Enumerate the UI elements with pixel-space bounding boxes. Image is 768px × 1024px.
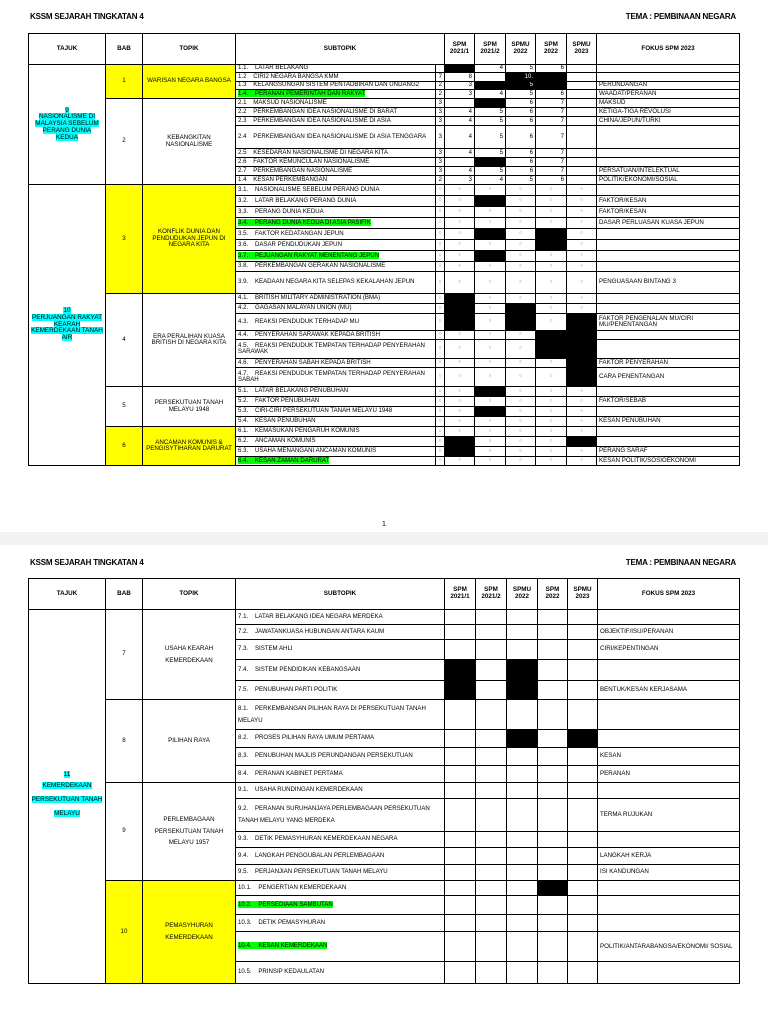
syllabus-table-2: TAJUK BAB TOPIK SUBTOPIK SPM 2021/1 SPM 2021/2 SPMU 2022 SPM 2022 SPMU 2023 FOKUS SPM 2023 11 KEMERDEKAAN PERSEKUTUAN TANAH MELAYU 7 USAHA KEARAH KEMERDEKAAN 7.1. LATAR BELAKANG IDEA NEGARA MERDEKA 7.2. JAWATANKUASA HUBUNGAN ANTARA KAUM OBJEKTIF/ISU/PERANAN 7.3. SISTEM AHLI CIRI/KEPENTINGAN 7.4. SISTEM PENDIDIKAN KEBANGSAAN 7.5. PENUBUHAN PARTI POLITIK BENTUK/KESAN KERJASAMA 8 PILIHAN RAYA 8.1. PERKEMBANGAN PILIHAN RAYA DI PERSEKUTUAN TANAH MELAYU 8.2. PROSES PILIHAN RAYA UMUM PERTAMA 8.3. PENUBUHAN MAJLIS PERUNDANGAN PERSEKUTUAN KESAN 8.4. PERANAN KABINET PERTAMA PERANAN 9 PERLEMBAGAAN PERSEKUTUAN TANAH MELAYU 1957 9.1. USAHA RUNDINGAN KEMERDEKAAN 9.2. PERANAN SURUHANJAYA PERLEMBAGAAN PERSEKUTUAN TANAH MELAYU YANG MERDEKA TERMA RUJUKAN 9.3. DETIK PEMASYHURAN KEMERDEKAAN NEGARA 9.4. LANGKAH PENGGUBALAN PERLEMBAGAAN LANGKAH KERJA 9.5. PERJANJIAN PERSEKUTUAN TANAH MELAYU ISI KANDUNGAN 10 PEMASYHURAN KEMERDEKAAN 10.1. PENGERTIAN KEMERDEKAAN 10.2. PERSEDIAAN SAMBUTAN 10.3. DETIK PEMASYHURAN 10.4. KESAN KEMERDEKAAN POLITIK/ANTARABANGSA/EKONOMI/ SOSIAL 10.5. PRINSIP KEDAULATAN: [28, 578, 740, 984]
col-spmu-2023: SPMU 2023: [568, 579, 598, 610]
bab-7: 7: [106, 610, 143, 700]
subtopic: 10.3. DETIK PEMASYHURAN: [236, 915, 445, 932]
subtopic: 8.1. PERKEMBANGAN PILIHAN RAYA DI PERSEKUTUAN TANAH MELAYU: [236, 700, 445, 730]
doc-title: KSSM SEJARAH TINGKATAN 4: [30, 12, 144, 21]
page-header: [30, 12, 736, 21]
subtopic: 3.9. KEADAAN NEGARA KITA SELEPAS KEKALAHAN JEPUN: [236, 272, 436, 294]
subtopic: 9.3. DETIK PEMASYHURAN KEMERDEKAAN NEGARA: [236, 832, 445, 848]
subtopic: 2.6 FAKTOR KEMUNCULAN NASIONALISME: [236, 158, 436, 167]
topik-5: PERSEKUTUAN TANAH MELAYU 1948: [143, 387, 236, 427]
col-tajuk: TAJUK: [29, 34, 106, 65]
page-separator: [0, 532, 768, 545]
topik-9: PERLEMBAGAAN PERSEKUTUAN TANAH MELAYU 1957: [143, 783, 236, 881]
bab-10: 10: [106, 881, 143, 984]
topik-10: PEMASYHURAN KEMERDEKAAN: [143, 881, 236, 984]
subtopic: 6.3. USAHA MENANGANI ANCAMAN KOMUNIS: [236, 447, 436, 457]
syllabus-table-1: TAJUK BAB TOPIK SUBTOPIK SPM 2021/1 SPM 2021/2 SPMU 2022 SPM 2022 SPMU 2023 FOKUS SPM 2023 9 NASIONALISME DI MALAYSIA SEBELUM PERANG DUNIA KEDUA 1 WARISAN NEGARA BANGSA 1.1. LATAR BELAKANG 4 5 6 1.2 CIRI2 NEGARA BANGSA KMM 7 8 10. 1.3 KELANGSUNGAN SISTEM PENTADBIRAN DAN UNDANG2 2 3 5 PERUNDANGAN 1.4. PERANAN PEMERINTAH DAN RAKYAT 2 3 4 5 6 WAADAT/PERANAN 2 KEBANGKITAN NASIONALISME 2.1 MAKSUD NASIONALISME 3 6 7 MAKSUD 2.2 PERKEMBANGAN IDEA NASIONALISME DI BARAT 3 4 5 6 7 KETIGA-TIGA REVOLUSI 2.3 PERKEMBANGAN IDEA NASIONALISME DI ASIA 3 4 5 6 7 CHINA/JEPUN/TURKI 2.4 PERKEMBANGAN IDEA NASIONALISME DI ASIA TENGGARA 3 4 5 6 7 2.5 KESEDARAN NASIONALISME DI NEGARA KITA 3 4 5 6 7 2.6 FAKTOR KEMUNCULAN NASIONALISME 3 6 7 2.7 PERKEMBANGAN NASIONALISME 3 4 5 6 7 PERSATUAN/INTELEKTUAL 1.4 KESAN PERKEMBANGAN 2 3 4 5 6 POLITIK/EKONOMI/SOSIAL 10 PERJUANGAN RAKYAT KEARAH KEMERDEKAAN TANAH AIR 3 KONFLIK DUNIA DAN PENDUDUKAN JEPUN DI NEGARA KITA 3.1. NASIONALISME SEBELUM PERANG DUNIA ○ ○ ○ ○ ○ ○ 3.2. LATAR BELAKANG PERANG DUNIA ○ ○ ○ ○ ○ FAKTOR/KESAN 3.3. PERANG DUNIA KEDUA ○ ○ ○ ○ ○ ○ FAKTOR/KESAN 3.4. PERANG DUNIA KEDUA DI ASIA PASIFIK ○ ○ ○ ○ ○ ○ DASAR PERLUASAN KUASA JEPUN 3.5. FAKTOR KEDATANGAN JEPUN ○ ○ ○ ○ 3.6. DASAR PENDUDUKAN JEPUN ○ ○ ○ ○ ○ 3.7. PEJUANGAN RAKYAT MENENTANG JEPUN ○ ○ ○ ○ ○ 3.8. PERKEMBANGAN GERAKAN NASIONALISME ○ ○ ○ ○ ○ ○ 3.9. KEADAAN NEGARA KITA SELEPAS KEKALAHAN JEPUN ○ ○ ○ ○ ○ ○ PENGUASAAN BINTANG 3 4 ERA PERALIHAN KUASA BRITISH DI NEGARA KITA 4.1. BRITISH MILITARY ADMINISTRATION (BMA) ○ ○ ○ ○ ○ 4.2. GAGASAN MALAYAN UNION (MU) ○ ○ ○ ○ 4.3. REAKSI PENDUDUK TERHADAP MU ○ ○ ○ FAKTOR PENGENALAN MU/CIRI MU/PENENTANGAN 4.4. PENYERAHAN SARAWAK KEPADA BRITISH ○ ○ ○ ○ 4.5. REAKSI PENDUDUK TEMPATAN TERHADAP PENYERAHAN SARAWAK ○ ○ ○ ○ 4.6. PENYERAHAN SABAH KEPADA BRITISH ○ ○ ○ ○ ○ FAKTOR PENYERAHAN 4.7. REAKSI PENDUDUK TEMPATAN TERHADAP PENYERAHAN SABAH ○ ○ ○ ○ ○ CARA PENENTANGAN 5 PERSEKUTUAN TANAH MELAYU 1948 5.1. LATAR BELAKANG PENUBUHAN ○ ○ ○ ○ ○ 5.2. FAKTOR PENUBUHAN ○ ○ ○ ○ ○ ○ FAKTOR/SEBAB 5.3. CIRI-CIRI PERSEKUTUAN TANAH MELAYU 1948 ○ ○ ○ ○ ○ 5.4. KESAN PENUBUHAN ○ ○ ○ ○ ○ ○ KESAN PENUBUHAN 6 ANCAMAN KOMUNIS & PENGISYTIHARAN DARURAT 6.1. KEMASUKAN PENGARUH KOMUNIS ○ ○ ○ ○ ○ ○ 6.2. ANCAMAN KOMUNIS ○ ○ ○ ○ 6.3. USAHA MENANGANI ANCAMAN KOMUNIS ○ ○ ○ ○ ○ PERANG SARAF 6.4. KESAN ZAMAN DARURAT ○ ○ ○ ○ ○ ○ KESAN POLITIK/SOSIOEKONOMI: [28, 33, 740, 466]
subtopic: 2.1 MAKSUD NASIONALISME: [236, 99, 436, 108]
col-spm-2021-1: SPM 2021/1: [445, 34, 475, 65]
subtopic: 10.1. PENGERTIAN KEMERDEKAAN: [236, 881, 445, 896]
subtopic: 9.5. PERJANJIAN PERSEKUTUAN TANAH MELAYU: [236, 865, 445, 881]
theme-title: TEMA : PEMBINAAN NEGARA: [625, 558, 736, 567]
subtopic: 1.2 CIRI2 NEGARA BANGSA KMM: [236, 73, 436, 82]
tajuk-10: 10 PERJUANGAN RAKYAT KEARAH KEMERDEKAAN TANAH AIR: [29, 185, 106, 466]
col-spmu-2023: SPMU 2023: [567, 34, 597, 65]
col-fokus: FOKUS SPM 2023: [597, 34, 740, 65]
col-topik: TOPIK: [143, 579, 236, 610]
subtopic: 5.1. LATAR BELAKANG PENUBUHAN: [236, 387, 436, 397]
col-topik: TOPIK: [143, 34, 236, 65]
subtopic: 2.3 PERKEMBANGAN IDEA NASIONALISME DI ASIA: [236, 117, 436, 126]
bab-8: 8: [106, 700, 143, 783]
subtopic: 10.4. KESAN KEMERDEKAAN: [236, 932, 445, 962]
doc-title: KSSM SEJARAH TINGKATAN 4: [30, 558, 144, 567]
page-header: [30, 558, 736, 567]
subtopic: 6.1. KEMASUKAN PENGARUH KOMUNIS: [236, 427, 436, 437]
bab-6: 6: [106, 427, 143, 466]
subtopic: 3.8. PERKEMBANGAN GERAKAN NASIONALISME: [236, 262, 436, 272]
subtopic: 10.5. PRINSIP KEDAULATAN: [236, 962, 445, 984]
subtopic: 8.2. PROSES PILIHAN RAYA UMUM PERTAMA: [236, 730, 445, 748]
topik-8: PILIHAN RAYA: [143, 700, 236, 783]
bab-3: 3: [106, 185, 143, 294]
col-fokus: FOKUS SPM 2023: [598, 579, 740, 610]
topik-1: WARISAN NEGARA BANGSA: [143, 65, 236, 99]
subtopic: 7.4. SISTEM PENDIDIKAN KEBANGSAAN: [236, 660, 445, 681]
subtopic: 2.2 PERKEMBANGAN IDEA NASIONALISME DI BARAT: [236, 108, 436, 117]
subtopic: 9.2. PERANAN SURUHANJAYA PERLEMBAGAAN PERSEKUTUAN TANAH MELAYU YANG MERDEKA: [236, 799, 445, 832]
subtopic: 7.5. PENUBUHAN PARTI POLITIK: [236, 681, 445, 700]
subtopic: 4.3. REAKSI PENDUDUK TERHADAP MU: [236, 314, 436, 331]
subtopic: 5.3. CIRI-CIRI PERSEKUTUAN TANAH MELAYU 1948: [236, 407, 436, 417]
topik-6: ANCAMAN KOMUNIS & PENGISYTIHARAN DARURAT: [143, 427, 236, 466]
subtopic: 6.2. ANCAMAN KOMUNIS: [236, 437, 436, 447]
subtopic: 4.4. PENYERAHAN SARAWAK KEPADA BRITISH: [236, 331, 436, 340]
subtopic: 1.4. PERANAN PEMERINTAH DAN RAKYAT: [236, 90, 436, 99]
subtopic: 2.4 PERKEMBANGAN IDEA NASIONALISME DI ASIA TENGGARA: [236, 126, 436, 149]
tajuk-9: 9 NASIONALISME DI MALAYSIA SEBELUM PERANG DUNIA KEDUA: [29, 65, 106, 185]
subtopic: 8.4. PERANAN KABINET PERTAMA: [236, 766, 445, 783]
col-spm-2022: SPM 2022: [538, 579, 568, 610]
col-spm-2022: SPM 2022: [536, 34, 567, 65]
page-number: 1: [382, 521, 386, 528]
col-bab: BAB: [106, 34, 143, 65]
subtopic: 9.1. USAHA RUNDINGAN KEMERDEKAAN: [236, 783, 445, 799]
subtopic: 1.1. LATAR BELAKANG: [236, 65, 436, 73]
subtopic: 2.7 PERKEMBANGAN NASIONALISME: [236, 167, 436, 176]
col-bab: BAB: [106, 579, 143, 610]
subtopic: 1.3 KELANGSUNGAN SISTEM PENTADBIRAN DAN UNDANG2: [236, 82, 436, 90]
topik-3: KONFLIK DUNIA DAN PENDUDUKAN JEPUN DI NEGARA KITA: [143, 185, 236, 294]
topik-4: ERA PERALIHAN KUASA BRITISH DI NEGARA KITA: [143, 294, 236, 387]
subtopic: 2.5 KESEDARAN NASIONALISME DI NEGARA KITA: [236, 149, 436, 158]
subtopic: 9.4. LANGKAH PENGGUBALAN PERLEMBAGAAN: [236, 848, 445, 865]
subtopic: 4.2. GAGASAN MALAYAN UNION (MU): [236, 304, 436, 314]
subtopic: 5.4. KESAN PENUBUHAN: [236, 417, 436, 427]
bab-4: 4: [106, 294, 143, 387]
subtopic: 3.4. PERANG DUNIA KEDUA DI ASIA PASIFIK: [236, 218, 436, 229]
theme-title: TEMA : PEMBINAAN NEGARA: [625, 12, 736, 21]
bab-1: 1: [106, 65, 143, 99]
subtopic: 4.5. REAKSI PENDUDUK TEMPATAN TERHADAP PENYERAHAN SARAWAK: [236, 340, 436, 359]
col-tajuk: TAJUK: [29, 579, 106, 610]
subtopic: 3.5. FAKTOR KEDATANGAN JEPUN: [236, 229, 436, 240]
bab-2: 2: [106, 99, 143, 185]
subtopic: 7.3. SISTEM AHLI: [236, 640, 445, 660]
col-subtopik: SUBTOPIK: [236, 34, 445, 65]
col-subtopik: SUBTOPIK: [236, 579, 445, 610]
subtopic: 5.2. FAKTOR PENUBUHAN: [236, 397, 436, 407]
subtopic: 3.7. PEJUANGAN RAKYAT MENENTANG JEPUN: [236, 251, 436, 262]
bab-9: 9: [106, 783, 143, 881]
subtopic: 8.3. PENUBUHAN MAJLIS PERUNDANGAN PERSEKUTUAN: [236, 748, 445, 766]
tajuk-11: 11 KEMERDEKAAN PERSEKUTUAN TANAH MELAYU: [29, 610, 106, 984]
subtopic: 3.2. LATAR BELAKANG PERANG DUNIA: [236, 196, 436, 207]
subtopic: 7.2. JAWATANKUASA HUBUNGAN ANTARA KAUM: [236, 625, 445, 640]
subtopic: 1.4 KESAN PERKEMBANGAN: [236, 176, 436, 185]
subtopic: 3.3. PERANG DUNIA KEDUA: [236, 207, 436, 218]
subtopic: 4.7. REAKSI PENDUDUK TEMPATAN TERHADAP PENYERAHAN SABAH: [236, 368, 436, 387]
subtopic: 3.1. NASIONALISME SEBELUM PERANG DUNIA: [236, 185, 436, 196]
subtopic: 7.1. LATAR BELAKANG IDEA NEGARA MERDEKA: [236, 610, 445, 625]
subtopic: 3.6. DASAR PENDUDUKAN JEPUN: [236, 240, 436, 251]
subtopic: 4.6. PENYERAHAN SABAH KEPADA BRITISH: [236, 359, 436, 368]
subtopic: 4.1. BRITISH MILITARY ADMINISTRATION (BMA): [236, 294, 436, 304]
col-spmu-2022: SPMU 2022: [507, 579, 538, 610]
col-spmu-2022: SPMU 2022: [506, 34, 536, 65]
subtopic: 6.4. KESAN ZAMAN DARURAT: [236, 457, 436, 466]
subtopic: 10.2. PERSEDIAAN SAMBUTAN: [236, 896, 445, 915]
col-spm-2021-1: SPM 2021/1: [445, 579, 476, 610]
col-spm-2021-2: SPM 2021/2: [475, 34, 506, 65]
col-spm-2021-2: SPM 2021/2: [476, 579, 507, 610]
bab-5: 5: [106, 387, 143, 427]
topik-2: KEBANGKITAN NASIONALISME: [143, 99, 236, 185]
topik-7: USAHA KEARAH KEMERDEKAAN: [143, 610, 236, 700]
